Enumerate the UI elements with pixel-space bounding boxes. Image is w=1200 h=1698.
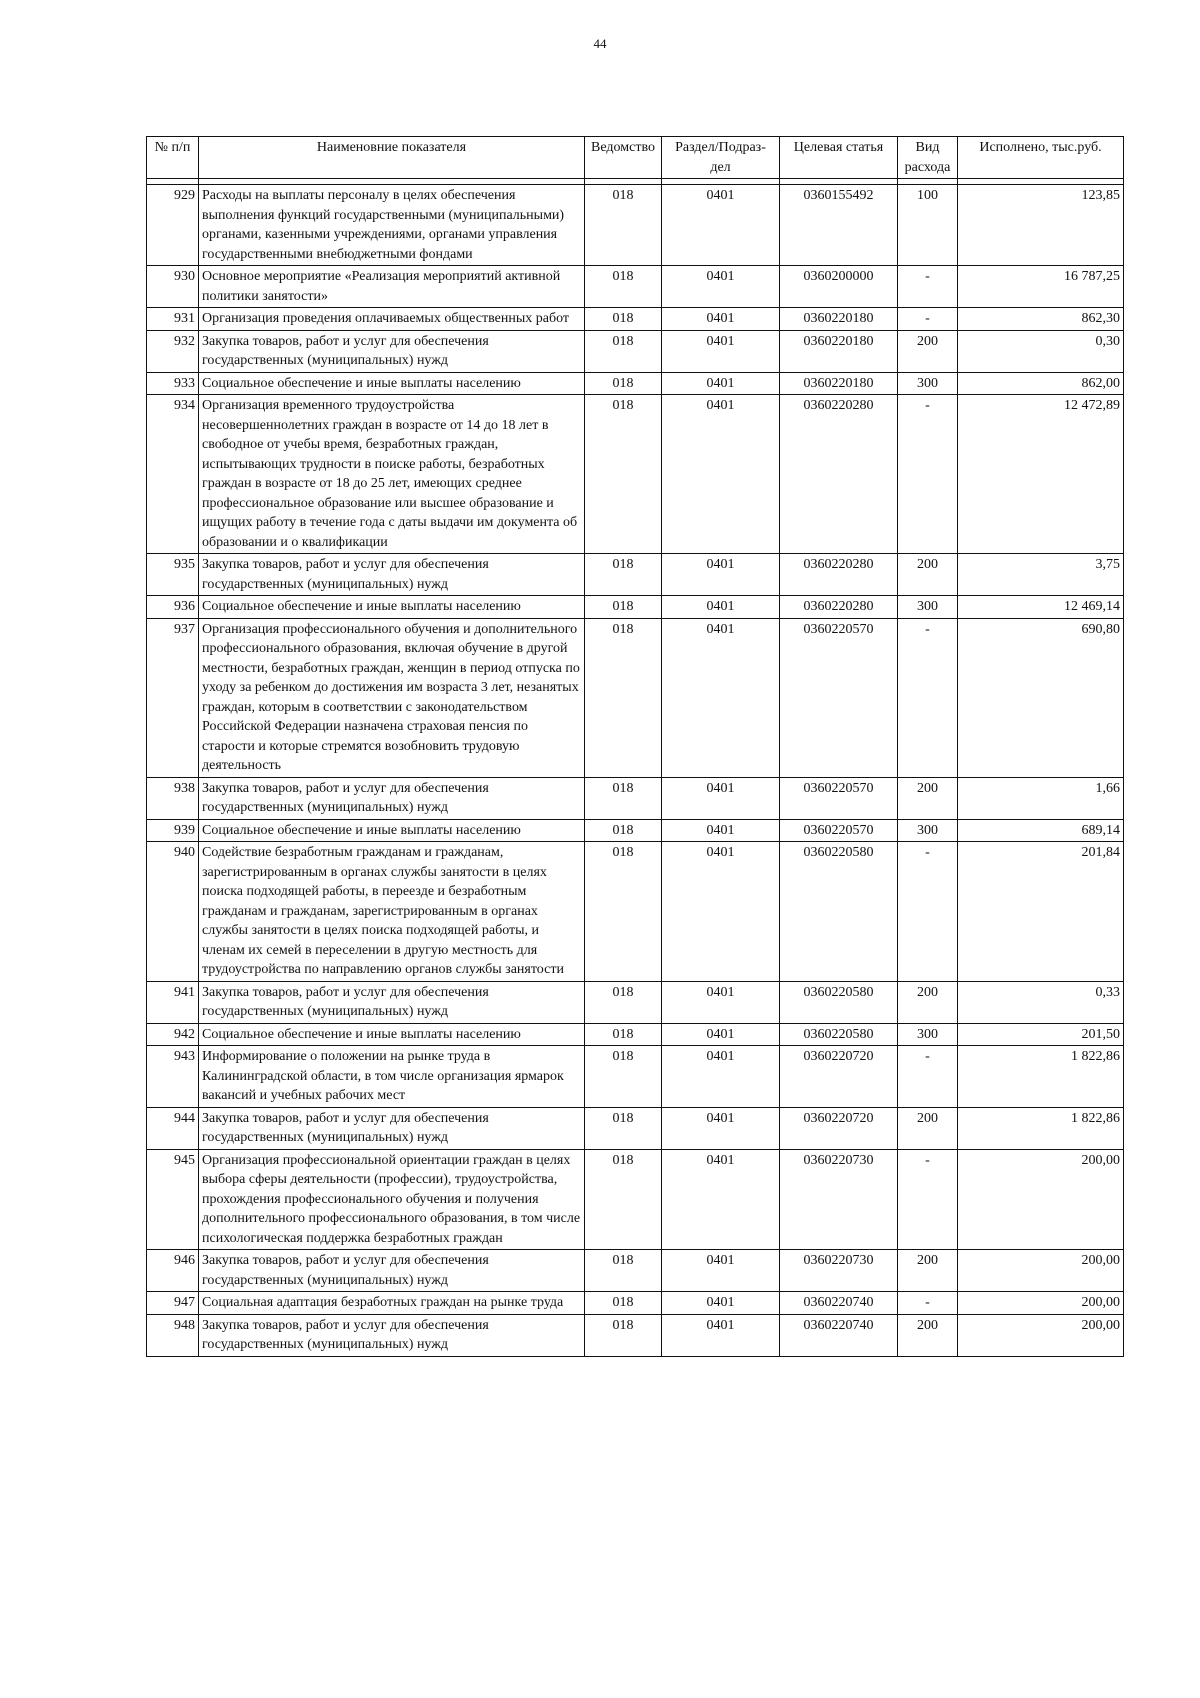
row-amount: 0,30 bbox=[958, 330, 1124, 372]
row-number: 947 bbox=[147, 1292, 199, 1315]
row-article: 0360220580 bbox=[780, 981, 898, 1023]
row-number: 945 bbox=[147, 1149, 199, 1250]
row-number: 939 bbox=[147, 819, 199, 842]
row-amount: 862,30 bbox=[958, 308, 1124, 331]
row-amount: 689,14 bbox=[958, 819, 1124, 842]
row-type: 200 bbox=[898, 330, 958, 372]
row-name: Закупка товаров, работ и услуг для обеспечения государственных (муниципальных) нужд bbox=[199, 981, 585, 1023]
row-type: 200 bbox=[898, 981, 958, 1023]
row-type: 200 bbox=[898, 777, 958, 819]
row-article: 0360220570 bbox=[780, 819, 898, 842]
row-section: 0401 bbox=[662, 1107, 780, 1149]
row-article: 0360220740 bbox=[780, 1292, 898, 1315]
table-row bbox=[147, 330, 1124, 372]
row-number: 929 bbox=[147, 185, 199, 266]
row-name: Социальное обеспечение и иные выплаты населению bbox=[199, 1023, 585, 1046]
row-number: 935 bbox=[147, 554, 199, 596]
row-amount: 862,00 bbox=[958, 372, 1124, 395]
row-article: 0360220280 bbox=[780, 596, 898, 619]
table-row bbox=[147, 308, 1124, 331]
row-dept: 018 bbox=[585, 1046, 662, 1108]
header-article: Целевая статья bbox=[780, 137, 898, 179]
row-type: 200 bbox=[898, 1250, 958, 1292]
row-dept: 018 bbox=[585, 395, 662, 554]
row-type: - bbox=[898, 1046, 958, 1108]
header-type: Вид расхода bbox=[898, 137, 958, 179]
table-row bbox=[147, 596, 1124, 619]
row-name: Закупка товаров, работ и услуг для обеспечения государственных (муниципальных) нужд bbox=[199, 1250, 585, 1292]
row-article: 0360220180 bbox=[780, 372, 898, 395]
row-amount: 1 822,86 bbox=[958, 1046, 1124, 1108]
row-section: 0401 bbox=[662, 1046, 780, 1108]
header-section: Раздел/Подраз-дел bbox=[662, 137, 780, 179]
row-article: 0360220730 bbox=[780, 1250, 898, 1292]
header-num: № п/п bbox=[147, 137, 199, 179]
row-number: 942 bbox=[147, 1023, 199, 1046]
row-name: Основное мероприятие «Реализация мероприятий активной политики занятости» bbox=[199, 266, 585, 308]
table-row bbox=[147, 266, 1124, 308]
row-type: - bbox=[898, 266, 958, 308]
row-amount: 200,00 bbox=[958, 1314, 1124, 1356]
row-number: 938 bbox=[147, 777, 199, 819]
table-row bbox=[147, 395, 1124, 554]
row-type: - bbox=[898, 1292, 958, 1315]
row-amount: 1,66 bbox=[958, 777, 1124, 819]
row-section: 0401 bbox=[662, 554, 780, 596]
row-number: 932 bbox=[147, 330, 199, 372]
row-dept: 018 bbox=[585, 1292, 662, 1315]
table-row bbox=[147, 819, 1124, 842]
row-type: 100 bbox=[898, 185, 958, 266]
row-section: 0401 bbox=[662, 981, 780, 1023]
row-dept: 018 bbox=[585, 777, 662, 819]
row-article: 0360220580 bbox=[780, 1023, 898, 1046]
row-name: Содействие безработным гражданам и гражданам, зарегистрированным в органах службы занятости в целях поиска подходящей работы, в переезде и безработным гражданам и гражданам, зарегистрированным в органах службы занятости в целях поиска подходящей работы, и членам их семей в переселении в другую местность для трудоустройства по направлению органов службы занятости bbox=[199, 842, 585, 982]
row-dept: 018 bbox=[585, 308, 662, 331]
row-name: Закупка товаров, работ и услуг для обеспечения государственных (муниципальных) нужд bbox=[199, 554, 585, 596]
row-amount: 123,85 bbox=[958, 185, 1124, 266]
row-dept: 018 bbox=[585, 1149, 662, 1250]
row-type: 300 bbox=[898, 819, 958, 842]
row-number: 940 bbox=[147, 842, 199, 982]
row-article: 0360220720 bbox=[780, 1046, 898, 1108]
row-number: 933 bbox=[147, 372, 199, 395]
row-amount: 200,00 bbox=[958, 1250, 1124, 1292]
row-section: 0401 bbox=[662, 308, 780, 331]
row-section: 0401 bbox=[662, 266, 780, 308]
row-dept: 018 bbox=[585, 1250, 662, 1292]
row-dept: 018 bbox=[585, 372, 662, 395]
row-section: 0401 bbox=[662, 819, 780, 842]
table-row bbox=[147, 981, 1124, 1023]
row-number: 946 bbox=[147, 1250, 199, 1292]
row-type: 300 bbox=[898, 596, 958, 619]
table-row bbox=[147, 618, 1124, 777]
row-number: 931 bbox=[147, 308, 199, 331]
row-article: 0360220720 bbox=[780, 1107, 898, 1149]
row-section: 0401 bbox=[662, 395, 780, 554]
table-row bbox=[147, 185, 1124, 266]
row-number: 937 bbox=[147, 618, 199, 777]
row-type: - bbox=[898, 618, 958, 777]
row-name: Организация профессиональной ориентации граждан в целях выбора сферы деятельности (профессии), трудоустройства, прохождения профессионального обучения и получения дополнительного профессионального образования, в том числе психологическая поддержка безработных граждан bbox=[199, 1149, 585, 1250]
table-header-row bbox=[147, 137, 1124, 179]
row-amount: 12 469,14 bbox=[958, 596, 1124, 619]
row-amount: 201,84 bbox=[958, 842, 1124, 982]
row-number: 936 bbox=[147, 596, 199, 619]
row-section: 0401 bbox=[662, 842, 780, 982]
table-row bbox=[147, 1149, 1124, 1250]
row-name: Закупка товаров, работ и услуг для обеспечения государственных (муниципальных) нужд bbox=[199, 330, 585, 372]
row-name: Социальное обеспечение и иные выплаты населению bbox=[199, 372, 585, 395]
row-name: Социальная адаптация безработных граждан на рынке труда bbox=[199, 1292, 585, 1315]
row-section: 0401 bbox=[662, 1292, 780, 1315]
row-number: 943 bbox=[147, 1046, 199, 1108]
row-name: Закупка товаров, работ и услуг для обеспечения государственных (муниципальных) нужд bbox=[199, 1314, 585, 1356]
row-amount: 3,75 bbox=[958, 554, 1124, 596]
row-article: 0360220740 bbox=[780, 1314, 898, 1356]
table-row bbox=[147, 1046, 1124, 1108]
row-name: Закупка товаров, работ и услуг для обеспечения государственных (муниципальных) нужд bbox=[199, 777, 585, 819]
row-name: Социальное обеспечение и иные выплаты населению bbox=[199, 819, 585, 842]
budget-table bbox=[146, 136, 1124, 1357]
row-section: 0401 bbox=[662, 1314, 780, 1356]
row-section: 0401 bbox=[662, 1250, 780, 1292]
table-body bbox=[147, 185, 1124, 1357]
row-article: 0360220180 bbox=[780, 330, 898, 372]
table-row bbox=[147, 842, 1124, 982]
row-article: 0360200000 bbox=[780, 266, 898, 308]
row-dept: 018 bbox=[585, 1107, 662, 1149]
row-type: - bbox=[898, 308, 958, 331]
row-article: 0360220570 bbox=[780, 777, 898, 819]
table-row bbox=[147, 554, 1124, 596]
row-section: 0401 bbox=[662, 1149, 780, 1250]
row-dept: 018 bbox=[585, 842, 662, 982]
row-type: 200 bbox=[898, 554, 958, 596]
row-type: - bbox=[898, 395, 958, 554]
row-section: 0401 bbox=[662, 185, 780, 266]
row-name: Информирование о положении на рынке труда в Калининградской области, в том числе организация ярмарок вакансий и учебных рабочих мест bbox=[199, 1046, 585, 1108]
table-row bbox=[147, 1292, 1124, 1315]
table-row bbox=[147, 1314, 1124, 1356]
row-section: 0401 bbox=[662, 777, 780, 819]
header-name: Наименовние показателя bbox=[199, 137, 585, 179]
row-amount: 16 787,25 bbox=[958, 266, 1124, 308]
row-amount: 0,33 bbox=[958, 981, 1124, 1023]
page-number: 44 bbox=[593, 36, 607, 51]
header-amount: Исполнено, тыс.руб. bbox=[958, 137, 1124, 179]
table-row bbox=[147, 1107, 1124, 1149]
table-row bbox=[147, 1023, 1124, 1046]
row-amount: 200,00 bbox=[958, 1292, 1124, 1315]
row-dept: 018 bbox=[585, 1023, 662, 1046]
table-row bbox=[147, 372, 1124, 395]
row-name: Организация временного трудоустройства несовершеннолетних граждан в возрасте от 14 до 18 лет в свободное от учебы время, безработных граждан, испытывающих трудности в поиске работы, безработных граждан в возрасте от 18 до 25 лет, имеющих среднее профессиональное образование или высшее образование и ищущих работу в течение года с даты выдачи им документа об образовании и о квалификации bbox=[199, 395, 585, 554]
row-section: 0401 bbox=[662, 618, 780, 777]
row-amount: 200,00 bbox=[958, 1149, 1124, 1250]
row-dept: 018 bbox=[585, 266, 662, 308]
row-section: 0401 bbox=[662, 1023, 780, 1046]
row-number: 930 bbox=[147, 266, 199, 308]
row-amount: 690,80 bbox=[958, 618, 1124, 777]
row-article: 0360220580 bbox=[780, 842, 898, 982]
row-number: 948 bbox=[147, 1314, 199, 1356]
row-type: 300 bbox=[898, 372, 958, 395]
row-article: 0360220280 bbox=[780, 554, 898, 596]
row-dept: 018 bbox=[585, 185, 662, 266]
row-type: - bbox=[898, 842, 958, 982]
row-type: - bbox=[898, 1149, 958, 1250]
row-name: Социальное обеспечение и иные выплаты населению bbox=[199, 596, 585, 619]
row-article: 0360220280 bbox=[780, 395, 898, 554]
row-amount: 1 822,86 bbox=[958, 1107, 1124, 1149]
row-dept: 018 bbox=[585, 981, 662, 1023]
row-name: Расходы на выплаты персоналу в целях обеспечения выполнения функций государственными (муниципальными) органами, казенными учреждениями, органами управления государственными внебюджетными фондами bbox=[199, 185, 585, 266]
row-number: 941 bbox=[147, 981, 199, 1023]
table-row bbox=[147, 777, 1124, 819]
row-dept: 018 bbox=[585, 618, 662, 777]
row-amount: 12 472,89 bbox=[958, 395, 1124, 554]
row-amount: 201,50 bbox=[958, 1023, 1124, 1046]
row-type: 300 bbox=[898, 1023, 958, 1046]
row-number: 934 bbox=[147, 395, 199, 554]
header-dept: Ведомство bbox=[585, 137, 662, 179]
row-dept: 018 bbox=[585, 554, 662, 596]
row-name: Закупка товаров, работ и услуг для обеспечения государственных (муниципальных) нужд bbox=[199, 1107, 585, 1149]
row-dept: 018 bbox=[585, 819, 662, 842]
row-section: 0401 bbox=[662, 596, 780, 619]
row-dept: 018 bbox=[585, 1314, 662, 1356]
row-article: 0360220570 bbox=[780, 618, 898, 777]
row-name: Организация профессионального обучения и дополнительного профессионального образования, включая обучение в другой местности, безработных граждан, женщин в период отпуска по уходу за ребенком до достижения им возраста 3 лет, незанятых граждан, которым в соответствии с законодательством Российской Федерации назначена страховая пенсия по старости и которые стремятся возобновить трудовую деятельность bbox=[199, 618, 585, 777]
table-row bbox=[147, 1250, 1124, 1292]
row-article: 0360220730 bbox=[780, 1149, 898, 1250]
row-dept: 018 bbox=[585, 330, 662, 372]
row-section: 0401 bbox=[662, 330, 780, 372]
row-number: 944 bbox=[147, 1107, 199, 1149]
row-dept: 018 bbox=[585, 596, 662, 619]
row-article: 0360155492 bbox=[780, 185, 898, 266]
row-type: 200 bbox=[898, 1314, 958, 1356]
row-section: 0401 bbox=[662, 372, 780, 395]
row-type: 200 bbox=[898, 1107, 958, 1149]
row-name: Организация проведения оплачиваемых общественных работ bbox=[199, 308, 585, 331]
row-article: 0360220180 bbox=[780, 308, 898, 331]
